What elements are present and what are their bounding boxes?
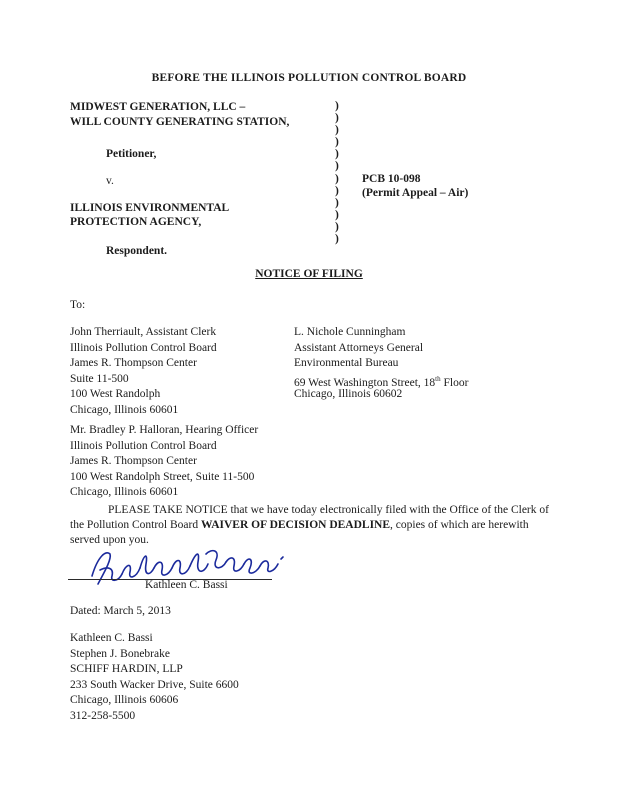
caption-parenthesis-column bbox=[335, 100, 339, 245]
document-title: BEFORE THE ILLINOIS POLLUTION CONTROL BOARD bbox=[151, 72, 467, 84]
respondent-name-line1: ILLINOIS ENVIRONMENTAL bbox=[70, 202, 230, 214]
attorney-line: SCHIFF HARDIN, LLP bbox=[70, 663, 183, 675]
address-line: 100 West Randolph bbox=[70, 388, 161, 400]
address-line: James R. Thompson Center bbox=[70, 357, 197, 369]
notice-body-paragraph bbox=[70, 503, 550, 548]
attorney-line: 233 South Wacker Drive, Suite 6600 bbox=[70, 678, 239, 691]
caption-paren: ) bbox=[335, 220, 339, 233]
address-line: Assistant Attorneys General bbox=[294, 341, 424, 354]
caption-paren: ) bbox=[335, 100, 339, 112]
address-line: James R. Thompson Center bbox=[70, 455, 197, 467]
attorney-signature-block bbox=[70, 631, 239, 724]
attorney-line: Chicago, Illinois 60606 bbox=[70, 694, 179, 706]
attorney-line: Kathleen C. Bassi bbox=[70, 632, 153, 644]
notice-of-filing-title: NOTICE OF FILING bbox=[255, 268, 363, 280]
caption-paren: ) bbox=[335, 233, 339, 246]
address-line-street bbox=[294, 372, 468, 388]
caption-paren: ) bbox=[335, 148, 339, 161]
address-line: Environmental Bureau bbox=[294, 357, 399, 369]
caption-paren: ) bbox=[335, 172, 339, 185]
attorney-line: 312-258-5500 bbox=[70, 709, 136, 722]
address-line: 100 West Randolph Street, Suite 11-500 bbox=[70, 470, 255, 483]
address-line: Suite 11-500 bbox=[70, 372, 129, 385]
document-title-bold: WAIVER OF DECISION DEADLINE bbox=[200, 519, 391, 531]
address-line: Mr. Bradley P. Halloran, Hearing Officer bbox=[70, 424, 259, 436]
address-line: John Therriault, Assistant Clerk bbox=[70, 326, 217, 338]
signatory-name: Kathleen C. Bassi bbox=[145, 579, 228, 591]
respondent-role: Respondent. bbox=[106, 245, 168, 257]
body-text-2: , copies of which are herewith served upon you. bbox=[70, 519, 529, 546]
address-line: Chicago, Illinois 60601 bbox=[70, 486, 179, 498]
ordinal-suffix: th bbox=[435, 374, 441, 383]
caption-paren: ) bbox=[335, 208, 339, 221]
caption-paren: ) bbox=[335, 136, 339, 149]
address-line: Illinois Pollution Control Board bbox=[70, 341, 217, 354]
petitioner-name-line1: MIDWEST GENERATION, LLC – bbox=[70, 101, 246, 113]
address-line: Illinois Pollution Control Board bbox=[70, 439, 217, 452]
versus-label: v. bbox=[106, 175, 114, 187]
petitioner-name-line2: WILL COUNTY GENERATING STATION, bbox=[70, 116, 290, 128]
street-text: 69 West Washington Street, 18 bbox=[294, 376, 436, 389]
case-type: (Permit Appeal – Air) bbox=[362, 187, 469, 199]
petitioner-role: Petitioner, bbox=[106, 148, 157, 160]
caption-paren: ) bbox=[335, 124, 339, 137]
caption-paren: ) bbox=[335, 112, 339, 125]
recipient-clerk-address bbox=[70, 325, 217, 418]
caption-paren: ) bbox=[335, 184, 339, 197]
address-line: Chicago, Illinois 60602 bbox=[294, 388, 403, 400]
to-label: To: bbox=[70, 299, 86, 311]
case-number: PCB 10-098 bbox=[362, 173, 421, 185]
recipient-hearing-officer-address bbox=[70, 423, 258, 501]
caption-paren: ) bbox=[335, 160, 339, 173]
address-line: L. Nichole Cunningham bbox=[294, 326, 406, 338]
attorney-line: Stephen J. Bonebrake bbox=[70, 647, 170, 660]
dated-line: Dated: March 5, 2013 bbox=[70, 605, 171, 617]
respondent-name-line2: PROTECTION AGENCY, bbox=[70, 216, 202, 228]
body-text-1: PLEASE TAKE NOTICE that we have today electronically filed with the Office of the Clerk of the Pollution Control Board bbox=[70, 504, 549, 531]
address-line: Chicago, Illinois 60601 bbox=[70, 403, 179, 416]
street-floor: Floor bbox=[440, 376, 469, 389]
recipient-attorney-general-address bbox=[294, 325, 468, 403]
caption-paren: ) bbox=[335, 196, 339, 209]
